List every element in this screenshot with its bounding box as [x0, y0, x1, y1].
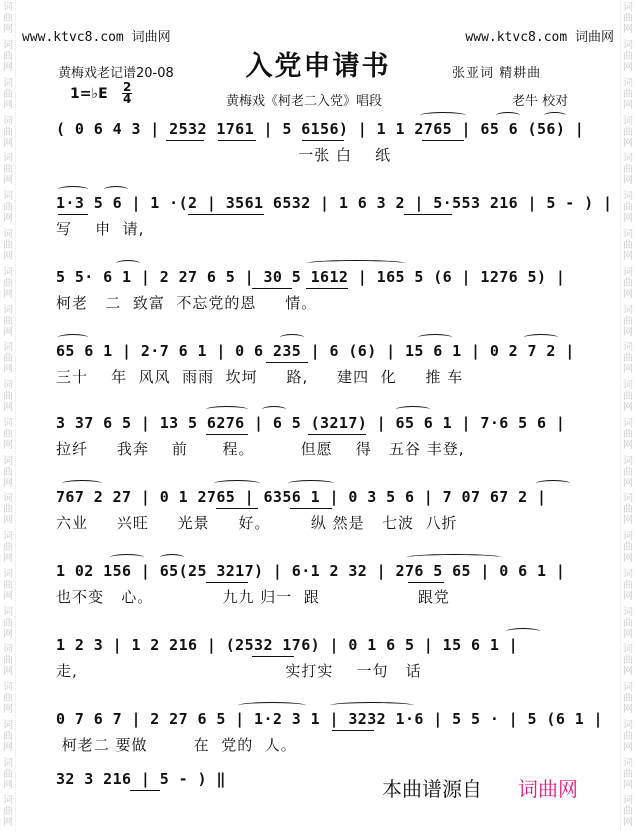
beam: [302, 140, 344, 141]
slur: [524, 334, 558, 341]
page-title: 入党申请书: [245, 51, 391, 82]
lyrics-line: 写 申 请,: [56, 220, 145, 238]
slur: [536, 480, 570, 487]
beam: [266, 362, 308, 363]
slur: [262, 406, 286, 413]
beam: [206, 434, 248, 435]
beam: [130, 790, 160, 791]
beam: [408, 582, 444, 583]
slur: [418, 334, 452, 341]
notation-line: 1 2 3 | 1 2 216 | (2532 176) | 0 1 6 5 | 15 6 1 |: [56, 636, 519, 654]
key-signature: 1=♭E: [70, 86, 108, 102]
slur: [406, 554, 502, 561]
watermark-column-left: 词 曲 网 词 曲 网 词 曲 网 词 曲 网 词 曲 网 词 曲 网 词 曲 网 词 曲 网 词 曲 网 词 曲 网 词 曲 网 词 曲 网 词 曲 网 词 曲 网 词 曲 网 词 曲 网 词 曲 网 词 曲 网 词 曲 网 词 曲 网 词 曲 网 词 曲 网: [1, 0, 16, 831]
meter-bottom: 4: [123, 92, 132, 106]
beam: [404, 214, 452, 215]
beam: [422, 140, 464, 141]
slur: [104, 186, 128, 193]
slur: [160, 554, 184, 561]
notation-line: ( 0 6 4 3 | 2532 1761 | 5 6156) | 1 1 2765 | 65 6 (56) |: [56, 120, 585, 138]
slur: [420, 112, 466, 119]
beam: [188, 214, 264, 215]
notation-line: 0 7 6 7 | 2 27 6 5 | 1·2 3 1 | 3232 1·6 | 5 5 · | 5 (6 1 |: [56, 710, 603, 728]
site-url-right: www.ktvc8.com 词曲网: [465, 30, 614, 45]
time-signature: [122, 82, 132, 105]
slur: [110, 554, 144, 561]
beam: [306, 288, 348, 289]
lyrics-line: 柯老二 要做 在 党的 人。: [56, 736, 297, 754]
slur: [58, 186, 88, 193]
beam: [252, 288, 292, 289]
notation-line: 5 5· 6 1 | 2 27 6 5 | 30 5 1612 | 165 5 (6 | 1276 5) |: [56, 268, 566, 286]
beam: [218, 140, 256, 141]
slur: [330, 702, 414, 709]
series-label: 黄梅戏老记谱20-08: [58, 66, 174, 81]
slur: [238, 702, 306, 709]
lyrics-line: 拉纤 我奔 前 程。 但愿 得 五谷 丰登,: [56, 440, 465, 458]
beam: [58, 214, 88, 215]
slur: [206, 406, 248, 413]
beam: [332, 730, 374, 731]
slur: [288, 480, 334, 487]
slur: [280, 334, 304, 341]
notation-line: 767 2 27 | 0 1 2765 | 6356 1 | 0 3 5 6 | 7 07 67 2 |: [56, 488, 547, 506]
notation-line: 32 3 216 | 5 - ) ‖: [56, 770, 226, 788]
slur: [116, 260, 140, 267]
beam: [166, 140, 204, 141]
slur: [306, 260, 406, 267]
notation-line: 65 6 1 | 2·7 6 1 | 0 6 235 | 6 (6) | 15 6 1 | 0 2 7 2 |: [56, 342, 575, 360]
slur: [214, 480, 260, 487]
beam: [206, 582, 248, 583]
watermark-column-right: 词 曲 网 词 曲 网 词 曲 网 词 曲 网 词 曲 网 词 曲 网 词 曲 网 词 曲 网 词 曲 网 词 曲 网 词 曲 网 词 曲 网 词 曲 网 词 曲 网 词 曲 网 词 曲 网 词 曲 网 词 曲 网 词 曲 网 词 曲 网 词 曲 网 词 曲 网: [620, 0, 635, 831]
slur: [62, 480, 102, 487]
source-site-link[interactable]: 词曲网: [518, 777, 578, 801]
beam: [216, 508, 258, 509]
slur: [544, 112, 566, 119]
meter-top: 2: [123, 80, 132, 94]
subtitle: 黄梅戏《柯老二入党》唱段: [226, 94, 383, 109]
slur: [496, 112, 520, 119]
lyrics-line: 柯老 二 致富 不忘党的恩 情。: [56, 294, 318, 312]
site-url-left: www.ktvc8.com 词曲网: [22, 30, 171, 45]
lyrics-line: 走, 实打实 一句 话: [56, 662, 422, 680]
slur: [506, 628, 540, 635]
slur: [396, 406, 430, 413]
notation-line: 1·3 5 6 | 1 ·(2 | 3561 6532 | 1 6 3 2 | 5·553 216 | 5 - ) |: [56, 194, 613, 212]
source-label: 本曲谱源自: [382, 777, 482, 801]
lyrics-line: 一张 白 纸: [56, 146, 392, 164]
beam: [252, 656, 294, 657]
lyrics-line: 三十 年 风风 雨雨 坎坷 路, 建四 化 推 车: [56, 368, 464, 386]
notation-line: 3 37 6 5 | 13 5 6276 | 6 5 (3217) | 65 6 1 | 7·6 5 6 |: [56, 414, 566, 432]
beam: [308, 434, 366, 435]
notation-line: 1 02 156 | 65(25 3217) | 6·1 2 32 | 276 5 65 | 0 6 1 |: [56, 562, 566, 580]
proofreader: 老牛 校对: [512, 94, 569, 109]
slur: [58, 334, 88, 341]
credits: 张亚词 精耕曲: [452, 66, 542, 81]
beam: [290, 508, 332, 509]
lyrics-line: 六业 兴旺 光景 好。 纵 然是 七波 八折: [56, 514, 458, 532]
lyrics-line: 也不变 心。 九九 归一 跟 跟党: [56, 588, 450, 606]
